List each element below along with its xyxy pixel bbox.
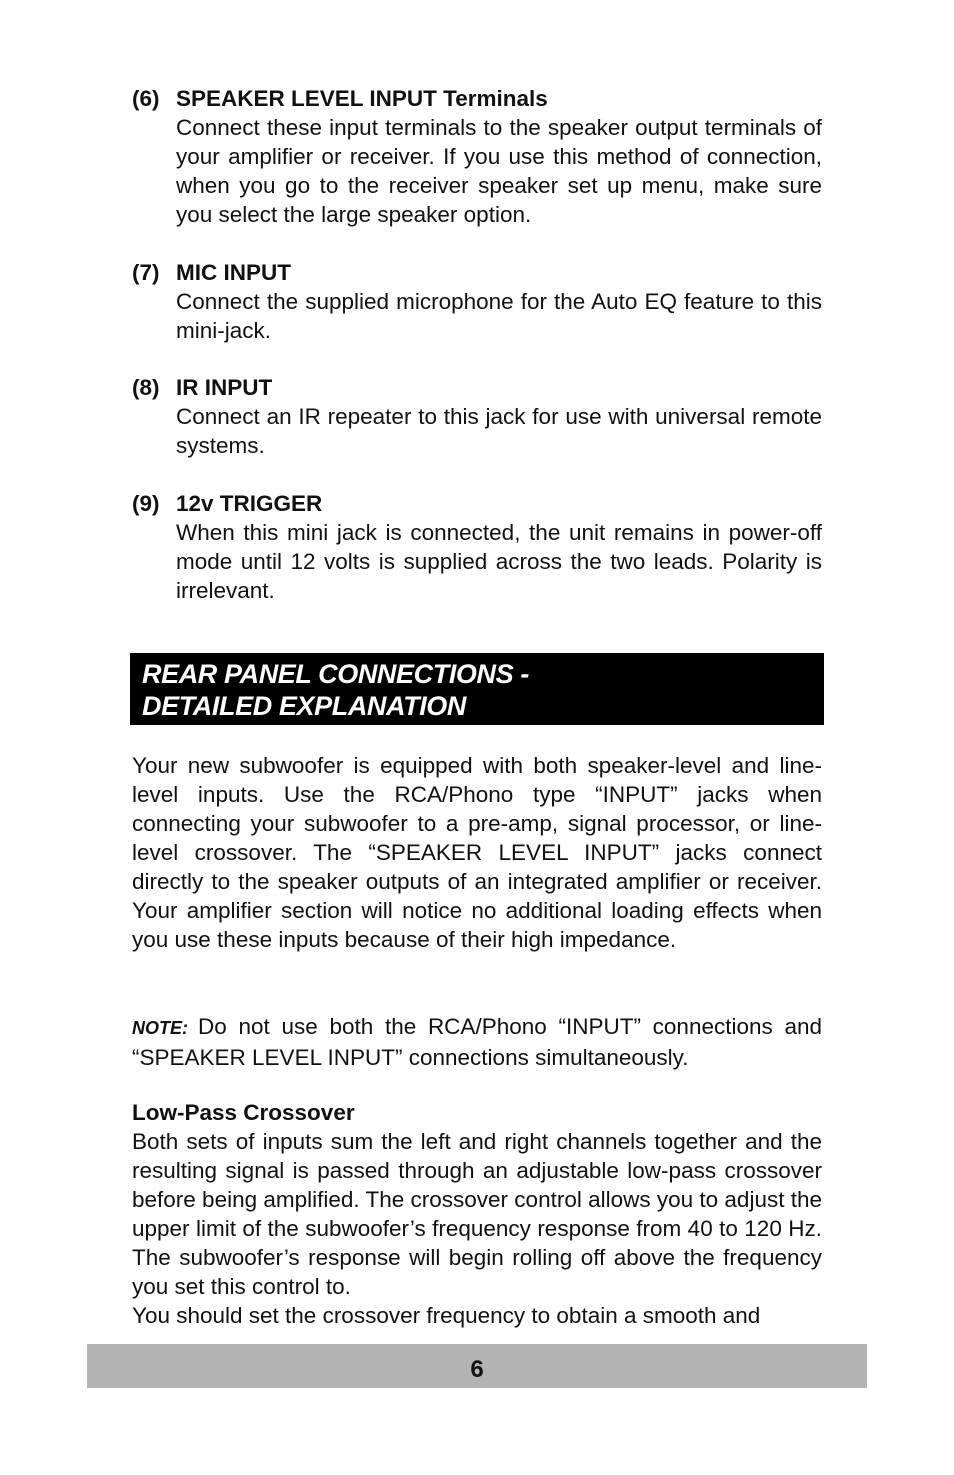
crossover-paragraph-2: You should set the crossover frequency to obtain a smooth and <box>132 1303 761 1328</box>
page-number: 6 <box>470 1356 484 1383</box>
note-text: Do not use both the RCA/Phono “INPUT” connections and “SPEAKER LEVEL INPUT” connections simultaneously. <box>132 1014 822 1070</box>
item-heading <box>132 489 822 518</box>
section-title-line-2: DETAILED EXPLANATION <box>142 691 467 721</box>
item-heading <box>132 258 822 287</box>
crossover-heading: Low-Pass Crossover <box>132 1100 355 1125</box>
item-description: Connect an IR repeater to this jack for use with universal remote systems. <box>176 404 822 458</box>
section-title-line-1: REAR PANEL CONNECTIONS - <box>142 659 529 689</box>
page-footer <box>87 1344 867 1388</box>
item-mic-input <box>132 258 822 345</box>
note-paragraph <box>132 1012 822 1072</box>
item-title: IR INPUT <box>176 375 273 400</box>
item-12v-trigger <box>132 489 822 605</box>
crossover-paragraph-1: Both sets of inputs sum the left and right channels together and the resulting signal is passed through an adjustable low-pass crossover before being amplified. The crossover control allows you to adjust the upper limit of the subwoofer’s frequency response from 40 to 120 Hz. The subwoofer’s response will begin rolling off above the frequency you set this control to. <box>132 1129 822 1299</box>
note-label: NOTE: <box>132 1018 188 1038</box>
item-heading <box>132 373 822 402</box>
item-number: (6) <box>132 86 160 111</box>
intro-paragraph: Your new subwoofer is equipped with both speaker-level and line-level inputs. Use the RCA/Phono type “INPUT” jacks when connecting your subwoofer to a pre-amp, signal processor, or line-level crossover. The “SPEAKER LEVEL INPUT” jacks connect directly to the speaker outputs of an integrated amplifier or receiver. Your amplifier section will notice no additional loading effects when you use these inputs because of their high impedance. <box>132 753 822 952</box>
item-heading <box>132 84 822 113</box>
item-number: (9) <box>132 491 160 516</box>
crossover-section <box>132 1098 822 1330</box>
item-speaker-level-input <box>132 84 822 229</box>
item-description: When this mini jack is connected, the unit remains in power-off mode until 12 volts is supplied across the two leads. Polarity is irrelevant. <box>176 520 822 603</box>
item-title: 12v TRIGGER <box>176 491 323 516</box>
item-title: SPEAKER LEVEL INPUT Terminals <box>176 86 548 111</box>
item-ir-input <box>132 373 822 460</box>
section-title-banner <box>130 653 824 725</box>
item-description: Connect these input terminals to the speaker output terminals of your amplifier or receiver. If you use this method of connection, when you go to the receiver speaker set up menu, make sure you select the large speaker option. <box>176 115 822 227</box>
item-title: MIC INPUT <box>176 260 291 285</box>
item-number: (7) <box>132 260 160 285</box>
item-number: (8) <box>132 375 160 400</box>
item-description: Connect the supplied microphone for the Auto EQ feature to this mini-jack. <box>176 289 822 343</box>
